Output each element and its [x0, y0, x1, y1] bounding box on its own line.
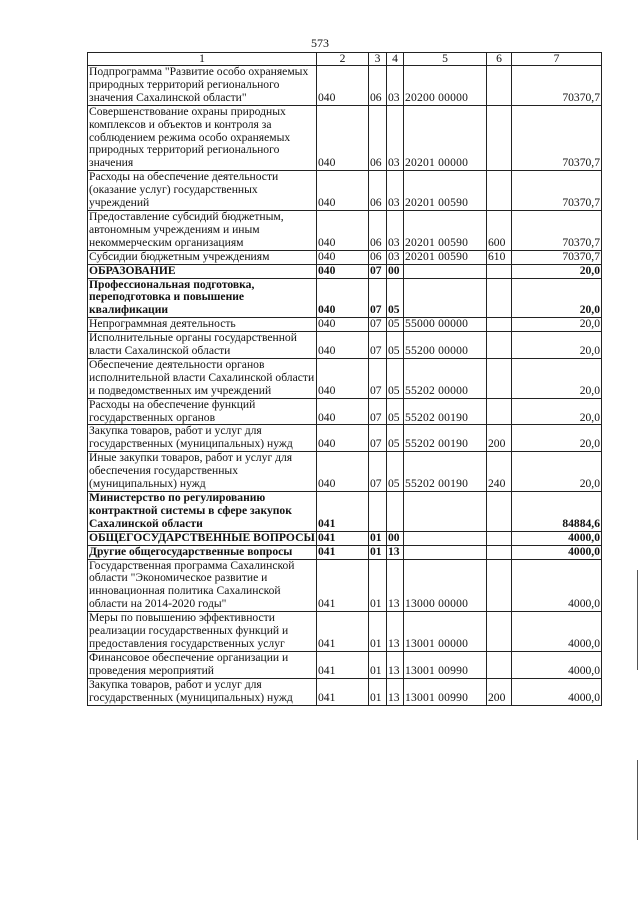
row-amount-cell: 20,0 [512, 452, 602, 492]
row-code-cell: 040 [317, 250, 369, 264]
table-row [88, 66, 602, 106]
row-amount-cell: 4000,0 [512, 678, 602, 705]
row-name-cell: Расходы на обеспечение деятельности (оказание услуг) государственных учреждений [88, 171, 317, 211]
row-name-cell: Закупка товаров, работ и услуг для государственных (муниципальных) нужд [88, 425, 317, 452]
row-name-cell: Государственная программа Сахалинской области "Экономическое развитие и инновационная политика Сахалинской области на 2014-2020 годы" [88, 559, 317, 612]
row-subsection-cell: 03 [387, 171, 404, 211]
row-section-cell: 07 [369, 318, 387, 332]
row-section-cell: 06 [369, 210, 387, 250]
row-expense-type-cell [487, 66, 512, 106]
row-expense-type-cell [487, 545, 512, 559]
table-row [88, 332, 602, 359]
row-expense-type-cell [487, 398, 512, 425]
row-name-cell: Профессиональная подготовка, переподготовка и повышение квалификации [88, 278, 317, 318]
row-expense-type-cell: 600 [487, 210, 512, 250]
row-code-cell: 041 [317, 545, 369, 559]
column-header: 4 [387, 53, 404, 66]
column-header: 3 [369, 53, 387, 66]
row-amount-cell: 70370,7 [512, 105, 602, 171]
row-amount-cell: 70370,7 [512, 171, 602, 211]
row-name-cell: Меры по повышению эффективности реализации государственных функций и предоставления государственных услуг [88, 612, 317, 652]
row-code-cell: 040 [317, 358, 369, 398]
row-target-cell: 55202 00000 [404, 358, 487, 398]
row-subsection-cell: 00 [387, 531, 404, 545]
row-expense-type-cell: 200 [487, 678, 512, 705]
row-name-cell: Иные закупки товаров, работ и услуг для обеспечения государственных (муниципальных) нужд [88, 452, 317, 492]
row-subsection-cell: 05 [387, 332, 404, 359]
budget-table [87, 52, 602, 706]
row-code-cell: 041 [317, 678, 369, 705]
row-code-cell: 041 [317, 559, 369, 612]
row-code-cell: 040 [317, 278, 369, 318]
row-section-cell: 07 [369, 264, 387, 278]
row-code-cell: 041 [317, 612, 369, 652]
row-section-cell: 07 [369, 332, 387, 359]
row-target-cell: 13001 00000 [404, 612, 487, 652]
row-code-cell: 040 [317, 171, 369, 211]
row-amount-cell: 4000,0 [512, 545, 602, 559]
row-target-cell: 55202 00190 [404, 398, 487, 425]
table-row [88, 612, 602, 652]
table-row [88, 171, 602, 211]
row-amount-cell: 20,0 [512, 332, 602, 359]
row-section-cell: 01 [369, 531, 387, 545]
row-target-cell: 13000 00000 [404, 559, 487, 612]
row-name-cell: Исполнительные органы государственной власти Сахалинской области [88, 332, 317, 359]
row-section-cell: 07 [369, 358, 387, 398]
row-name-cell: Расходы на обеспечение функций государственных органов [88, 398, 317, 425]
row-name-cell: Совершенствование охраны природных комплексов и объектов и контроля за соблюдением режима особо охраняемых природных территорий регионального значения [88, 105, 317, 171]
row-amount-cell: 4000,0 [512, 531, 602, 545]
row-expense-type-cell [487, 492, 512, 532]
row-target-cell: 13001 00990 [404, 678, 487, 705]
table-row [88, 278, 602, 318]
row-name-cell: ОБЩЕГОСУДАРСТВЕННЫЕ ВОПРОСЫ [89, 531, 315, 544]
row-amount-cell: 20,0 [512, 278, 602, 318]
row-subsection-cell: 03 [387, 250, 404, 264]
row-code-cell: 041 [317, 651, 369, 678]
scan-edge-mark [637, 760, 638, 840]
row-subsection-cell: 05 [387, 358, 404, 398]
column-header: 2 [317, 53, 369, 66]
row-name-cell: Обеспечение деятельности органов исполнительной власти Сахалинской области и подведомственных им учреждений [88, 358, 317, 398]
row-target-cell: 20201 00590 [404, 210, 487, 250]
table-header-row [88, 53, 602, 66]
table-row [88, 678, 602, 705]
row-amount-cell: 70370,7 [512, 66, 602, 106]
row-target-cell: 20201 00590 [404, 250, 487, 264]
row-section-cell: 01 [369, 678, 387, 705]
row-section-cell: 07 [369, 452, 387, 492]
row-code-cell: 041 [317, 531, 369, 545]
table-row [88, 105, 602, 171]
row-subsection-cell: 03 [387, 66, 404, 106]
row-section-cell: 07 [369, 398, 387, 425]
row-code-cell: 040 [317, 66, 369, 106]
row-subsection-cell: 13 [387, 678, 404, 705]
row-expense-type-cell [487, 651, 512, 678]
scan-edge-mark [637, 570, 638, 670]
row-amount-cell: 20,0 [512, 318, 602, 332]
row-amount-cell: 70370,7 [512, 250, 602, 264]
table-row [88, 425, 602, 452]
row-subsection-cell: 05 [387, 278, 404, 318]
row-expense-type-cell: 610 [487, 250, 512, 264]
row-name-cell: Финансовое обеспечение организации и проведения мероприятий [88, 651, 317, 678]
row-amount-cell: 70370,7 [512, 210, 602, 250]
row-target-cell: 20200 00000 [404, 66, 487, 106]
row-expense-type-cell [487, 264, 512, 278]
column-header: 5 [404, 53, 487, 66]
row-amount-cell: 4000,0 [512, 651, 602, 678]
column-header: 1 [88, 53, 317, 66]
row-expense-type-cell [487, 278, 512, 318]
row-target-cell: 55000 00000 [404, 318, 487, 332]
row-target-cell: 55200 00000 [404, 332, 487, 359]
row-target-cell [404, 492, 487, 532]
row-section-cell: 06 [369, 250, 387, 264]
row-target-cell [404, 278, 487, 318]
row-target-cell: 13001 00990 [404, 651, 487, 678]
row-target-cell [404, 264, 487, 278]
row-section-cell: 07 [369, 278, 387, 318]
row-subsection-cell: 05 [387, 318, 404, 332]
row-amount-cell: 20,0 [512, 264, 602, 278]
table-row [88, 651, 602, 678]
row-amount-cell: 20,0 [512, 398, 602, 425]
row-section-cell: 01 [369, 545, 387, 559]
row-code-cell: 040 [317, 425, 369, 452]
table-row [88, 545, 602, 559]
row-name-cell: Предоставление субсидий бюджетным, автономным учреждениям и иным некоммерческим организациям [88, 210, 317, 250]
row-section-cell: 01 [369, 651, 387, 678]
row-expense-type-cell: 240 [487, 452, 512, 492]
row-code-cell: 040 [317, 452, 369, 492]
row-subsection-cell: 03 [387, 210, 404, 250]
table-row [88, 531, 602, 545]
table-row [88, 358, 602, 398]
row-code-cell: 040 [317, 264, 369, 278]
row-section-cell: 06 [369, 66, 387, 106]
row-name-cell: ОБРАЗОВАНИЕ [88, 264, 317, 278]
row-amount-cell: 20,0 [512, 358, 602, 398]
row-expense-type-cell [487, 171, 512, 211]
table-row [88, 452, 602, 492]
row-name-cell: Субсидии бюджетным учреждениям [88, 250, 317, 264]
row-section-cell: 01 [369, 559, 387, 612]
row-expense-type-cell: 200 [487, 425, 512, 452]
table-row [88, 210, 602, 250]
row-target-cell: 55202 00190 [404, 452, 487, 492]
column-header: 7 [512, 53, 602, 66]
row-code-cell: 040 [317, 398, 369, 425]
row-code-cell: 040 [317, 210, 369, 250]
row-subsection-cell: 13 [387, 559, 404, 612]
row-section-cell [369, 492, 387, 532]
table-row [88, 559, 602, 612]
row-name-cell: Непрограммная деятельность [88, 318, 317, 332]
table-row [88, 250, 602, 264]
row-expense-type-cell [487, 531, 512, 545]
row-amount-cell: 4000,0 [512, 612, 602, 652]
row-name-cell: Другие общегосударственные вопросы [88, 545, 317, 559]
row-expense-type-cell [487, 105, 512, 171]
row-subsection-cell: 05 [387, 398, 404, 425]
row-target-cell: 20201 00590 [404, 171, 487, 211]
row-target-cell: 20201 00000 [404, 105, 487, 171]
row-expense-type-cell [487, 358, 512, 398]
row-code-cell: 040 [317, 318, 369, 332]
row-subsection-cell: 05 [387, 425, 404, 452]
row-code-cell: 041 [317, 492, 369, 532]
row-amount-cell: 84884,6 [512, 492, 602, 532]
page-number: 573 [311, 36, 329, 50]
row-target-cell [404, 545, 487, 559]
table-row [88, 318, 602, 332]
row-expense-type-cell [487, 318, 512, 332]
row-target-cell [404, 531, 487, 545]
row-subsection-cell: 00 [387, 264, 404, 278]
row-target-cell: 55202 00190 [404, 425, 487, 452]
row-section-cell: 06 [369, 105, 387, 171]
row-amount-cell: 4000,0 [512, 559, 602, 612]
row-subsection-cell: 13 [387, 612, 404, 652]
row-expense-type-cell [487, 332, 512, 359]
row-code-cell: 040 [317, 105, 369, 171]
row-subsection-cell [387, 492, 404, 532]
table-row [88, 398, 602, 425]
table-row [88, 492, 602, 532]
row-code-cell: 040 [317, 332, 369, 359]
table-row [88, 264, 602, 278]
row-subsection-cell: 13 [387, 651, 404, 678]
row-section-cell: 06 [369, 171, 387, 211]
row-name-cell: Министерство по регулированию контрактной системы в сфере закупок Сахалинской области [88, 492, 317, 532]
row-subsection-cell: 05 [387, 452, 404, 492]
column-header: 6 [487, 53, 512, 66]
row-section-cell: 01 [369, 612, 387, 652]
row-section-cell: 07 [369, 425, 387, 452]
row-name-cell: Закупка товаров, работ и услуг для государственных (муниципальных) нужд [88, 678, 317, 705]
row-expense-type-cell [487, 612, 512, 652]
row-expense-type-cell [487, 559, 512, 612]
row-subsection-cell: 13 [387, 545, 404, 559]
row-subsection-cell: 03 [387, 105, 404, 171]
row-amount-cell: 20,0 [512, 425, 602, 452]
row-name-cell: Подпрограмма "Развитие особо охраняемых природных территорий регионального значения Сахалинской области" [88, 66, 317, 106]
